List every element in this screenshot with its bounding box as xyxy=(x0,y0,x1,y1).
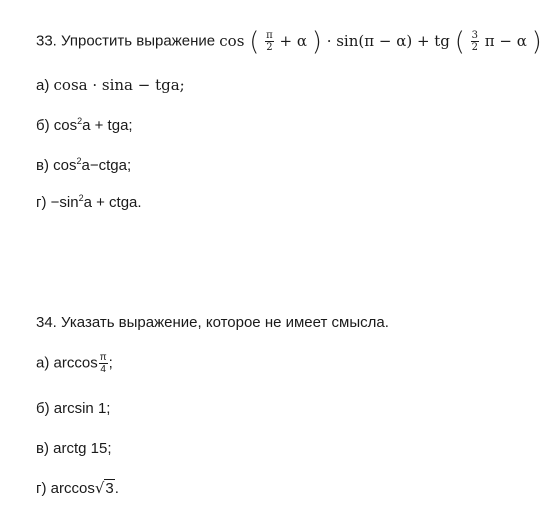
option-text: arccos xyxy=(53,354,98,372)
fraction-3-over-2 xyxy=(471,30,479,53)
fraction-denominator: 2 xyxy=(266,42,273,53)
q34-option-b xyxy=(36,400,110,417)
radical-sign: √ xyxy=(94,479,105,497)
option-label: а) xyxy=(36,354,50,372)
question-33-label: 33. Упростить выражение xyxy=(36,32,216,50)
exponent: 2 xyxy=(78,193,84,203)
option-text: a−ctga; xyxy=(81,157,132,174)
square-root xyxy=(95,479,115,497)
fraction-numerator: π xyxy=(99,352,107,363)
option-text: arctg 15; xyxy=(53,440,112,457)
option-label: б) xyxy=(36,400,50,417)
close-paren: ) xyxy=(311,26,322,57)
option-text: cosa · sina − tga; xyxy=(53,76,185,94)
question-34-title: 34. Указать выражение, которое не имеет смысла. xyxy=(36,314,389,331)
fraction-numerator: 3 xyxy=(471,30,479,41)
option-text: −sin xyxy=(50,194,79,211)
q33-option-c xyxy=(36,157,131,174)
fraction-pi-over-4 xyxy=(99,352,108,375)
fraction-denominator: 2 xyxy=(471,42,479,53)
option-label: в) xyxy=(36,440,49,457)
option-text: arccos xyxy=(50,480,95,497)
q33-option-d xyxy=(36,194,142,211)
plus-alpha: + α xyxy=(279,31,307,50)
option-label: а) xyxy=(36,77,50,94)
q34-option-a xyxy=(36,352,113,375)
option-label: б) xyxy=(36,117,50,134)
option-label: г) xyxy=(36,480,47,497)
open-paren: ( xyxy=(249,26,260,57)
option-text: . xyxy=(114,480,119,497)
exponent: 2 xyxy=(76,156,82,166)
q33-option-b xyxy=(36,117,133,134)
q34-option-c xyxy=(36,440,112,457)
option-text: ; xyxy=(108,354,113,372)
exponent: 2 xyxy=(77,116,83,126)
sin-term: · sin(π − α) + tg xyxy=(326,31,450,50)
option-label: г) xyxy=(36,194,47,211)
option-text: a + ctga. xyxy=(83,194,142,211)
option-text: a + tga; xyxy=(82,117,133,134)
option-label: в) xyxy=(36,157,49,174)
cos-fn: cos xyxy=(219,31,245,50)
q34-option-d xyxy=(36,479,119,497)
fraction-denominator: 4 xyxy=(100,364,106,375)
radicand: 3 xyxy=(105,480,114,497)
option-text: cos xyxy=(53,117,78,134)
option-text: arcsin 1; xyxy=(53,400,111,417)
option-text: cos xyxy=(53,157,77,174)
close-paren: ) xyxy=(531,26,542,57)
fraction-pi-over-2 xyxy=(265,30,274,53)
open-paren: ( xyxy=(454,26,465,57)
question-33-title xyxy=(36,26,542,57)
pi-minus-alpha: π − α xyxy=(484,31,527,50)
question-33-expression xyxy=(219,26,542,57)
fraction-numerator: π xyxy=(266,30,273,41)
q33-option-a xyxy=(36,76,185,94)
